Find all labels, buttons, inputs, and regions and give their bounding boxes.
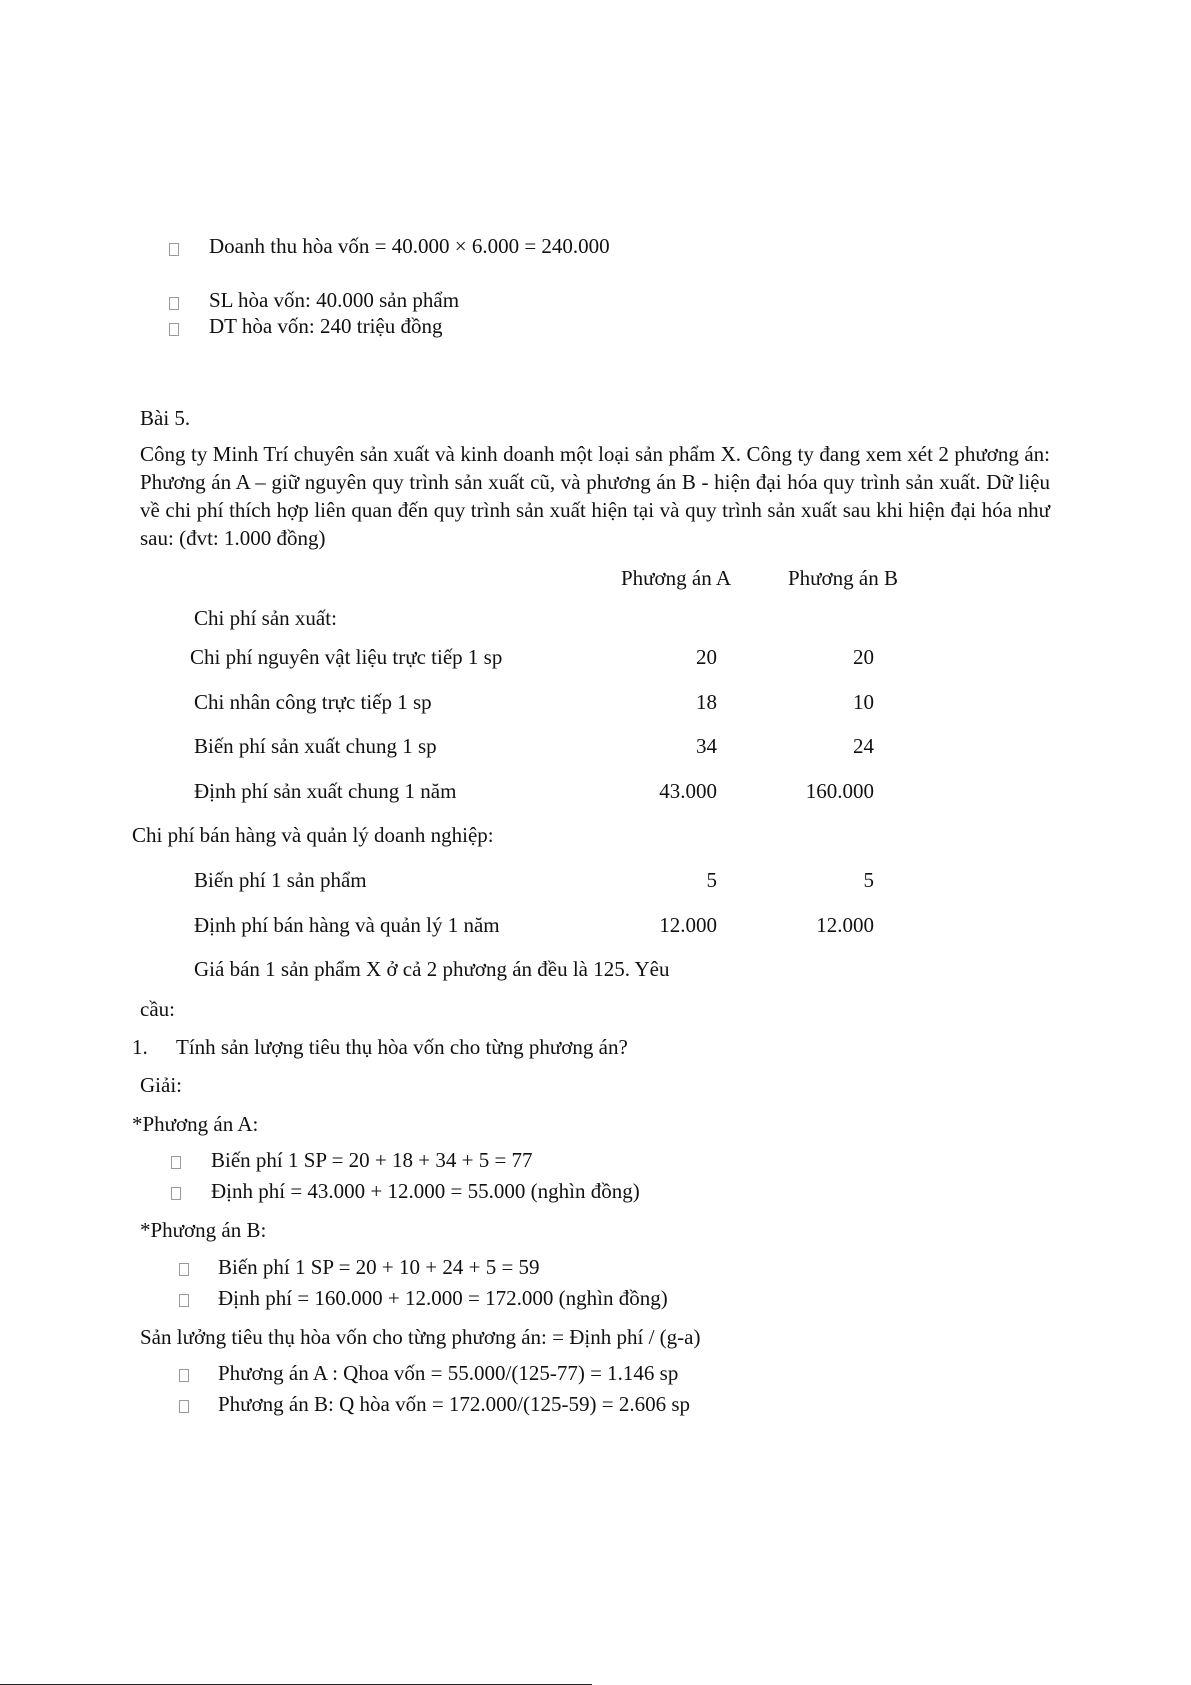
requirement-label: cầu: [140,997,175,1021]
row-value-a: 20 [696,645,717,669]
row-value-a: 5 [706,868,717,892]
selling-price-line: Giá bán 1 sản phẩm X ở cả 2 phương án đều là 125. Yêu [194,957,670,981]
row-value-b: 20 [853,645,874,669]
row-label: Định phí sản xuất chung 1 năm [194,779,457,803]
row-label: Biến phí 1 sản phẩm [194,868,367,892]
section-selling-admin-costs: Chi phí bán hàng và quản lý doanh nghiệp: [132,823,494,847]
row-label: Định phí bán hàng và quản lý 1 năm [194,913,500,937]
row-value-a: 43.000 [659,779,717,803]
bullet-box [179,1263,189,1276]
row-label: Chi nhân công trực tiếp 1 sp [194,690,432,714]
bullet-box [179,1400,189,1413]
breakeven-quantity-line: SL hòa vốn: 40.000 sản phẩm [209,288,460,312]
question-text: Tính sản lượng tiêu thụ hòa vốn cho từng phương án? [176,1035,628,1059]
row-value-b: 12.000 [816,913,874,937]
breakeven-revenue-summary: DT hòa vốn: 240 triệu đồng [209,314,443,338]
breakeven-revenue-line: Doanh thu hòa vốn = 40.000 × 6.000 = 240.000 [209,234,610,258]
problem-statement: Công ty Minh Trí chuyên sản xuất và kinh doanh một loại sản phẩm X. Công ty đang xem xét 2 phương án: Phương án A – giữ nguyên quy trình sản xuất cũ, và phương án B - hiện đại hóa quy trình sản xuất. Dữ liệu về chi phí thích hợp liên quan đến quy trình sản xuất hiện tại và quy trình sản xuất sau khi hiện đại hóa như sau: (đvt: 1.000 đồng) [140,442,1050,550]
bullet-box [179,1369,189,1382]
row-value-b: 24 [853,734,874,758]
question-number: 1. [132,1035,148,1059]
bullet-box [179,1294,189,1307]
column-header-plan-b: Phương án B [788,566,898,590]
bullet-box [169,323,179,336]
row-value-a: 12.000 [659,913,717,937]
column-header-plan-a: Phương án A [621,566,731,590]
bullet-box [171,1156,181,1169]
row-value-a: 34 [696,734,717,758]
exercise-title: Bài 5. [140,406,191,430]
row-value-a: 18 [696,690,717,714]
plan-a-variable-cost: Biến phí 1 SP = 20 + 18 + 34 + 5 = 77 [211,1148,533,1172]
row-value-b: 10 [853,690,874,714]
breakeven-formula: Sản lưởng tiêu thụ hòa vốn cho từng phương án: = Định phí / (g-a) [140,1325,701,1349]
row-label: Chi phí nguyên vật liệu trực tiếp 1 sp [190,645,503,669]
plan-a-fixed-cost: Định phí = 43.000 + 12.000 = 55.000 (nghìn đồng) [211,1179,640,1203]
section-production-costs: Chi phí sản xuất: [194,606,337,630]
plan-b-result: Phương án B: Q hòa vốn = 172.000/(125-59) = 2.606 sp [218,1392,690,1416]
plan-a-heading: *Phương án A: [132,1112,259,1136]
bullet-box [169,297,179,310]
bullet-box [169,243,179,256]
plan-a-result: Phương án A : Qhoa vốn = 55.000/(125-77) = 1.146 sp [218,1361,679,1385]
plan-b-fixed-cost: Định phí = 160.000 + 12.000 = 172.000 (nghìn đồng) [218,1286,668,1310]
row-label: Biến phí sản xuất chung 1 sp [194,734,437,758]
row-value-b: 160.000 [805,779,874,803]
plan-b-variable-cost: Biến phí 1 SP = 20 + 10 + 24 + 5 = 59 [218,1255,540,1279]
row-value-b: 5 [863,868,874,892]
bullet-box [171,1187,181,1200]
solution-label: Giải: [140,1073,182,1097]
plan-b-heading: *Phương án B: [140,1218,267,1242]
